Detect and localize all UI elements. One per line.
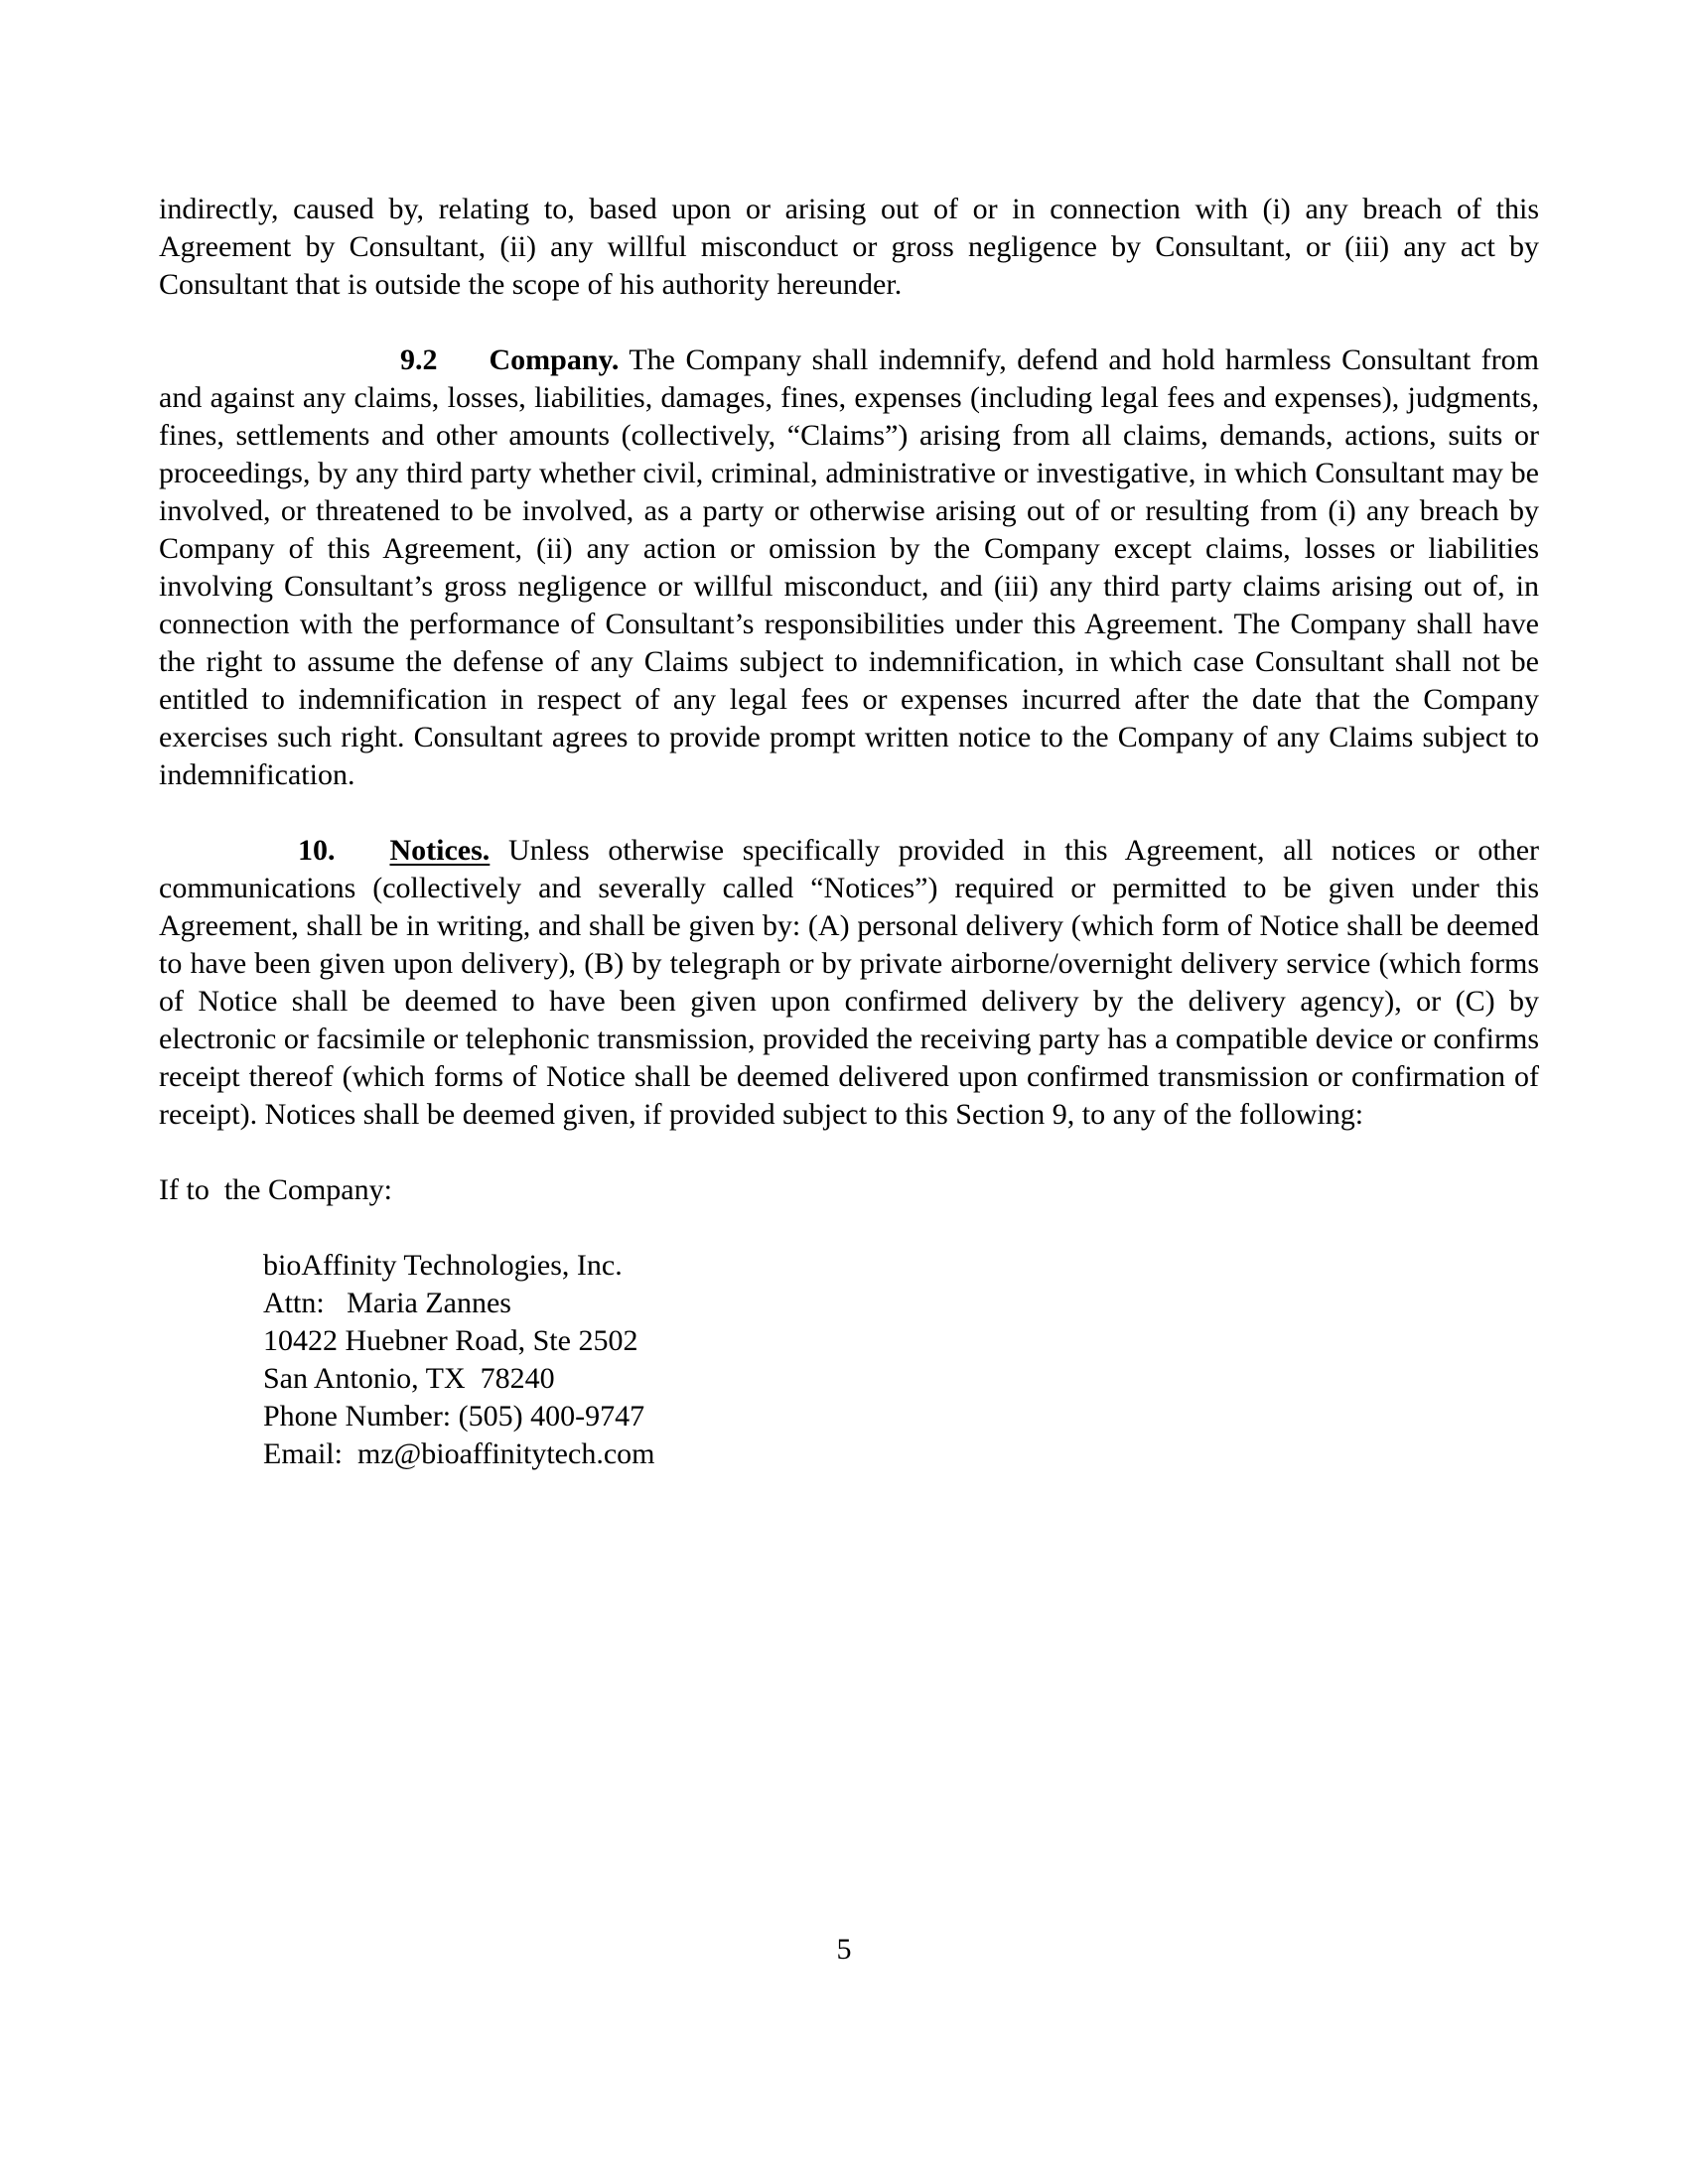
address-email: Email: mz@bioaffinitytech.com [263,1437,655,1470]
page-content [159,191,1539,1473]
paragraph-indemnification-continuation [159,191,1539,304]
section-9-2-number: 9.2 [400,343,438,376]
address-city-state-zip: San Antonio, TX 78240 [263,1362,555,1395]
section-9-2-paragraph [159,341,1539,794]
address-street: 10422 Huebner Road, Ste 2502 [263,1324,638,1357]
address-company-name: bioAffinity Technologies, Inc. [263,1249,623,1282]
continuation-text: indirectly, caused by, relating to, based upon or arising out of or in connection with (i) any breach of this Agreement by Consultant, (ii) any willful misconduct or gross negligence by Consultant, or (iii) any act by Consultant that is outside the scope of his authority hereunder. [159,193,1539,301]
address-phone: Phone Number: (505) 400-9747 [263,1400,645,1433]
section-9-2-title: Company. [489,343,620,376]
section-10-title: Notices. [389,834,491,867]
company-address-block [263,1247,1539,1473]
section-10-paragraph [159,832,1539,1134]
address-attn: Attn: Maria Zannes [263,1287,511,1319]
section-10-body: Unless otherwise specifically provided in this Agreement, all notices or other communications (collectively and severally called “Notices”) required or permitted to be given under this Agreement, shall be in writing, and shall be given by: (A) personal delivery (which form of Notice shall be deemed to have been given upon delivery), (B) by telegraph or by private airborne/overnight delivery service (which forms of Notice shall be deemed to have been given upon confirmed delivery by the delivery agency), or (C) by electronic or facsimile or telephonic transmission, provided the receiving party has a compatible device or confirms receipt thereof (which forms of Notice shall be deemed delivered upon confirmed transmission or confirmation of receipt). Notices shall be deemed given, if provided subject to this Section 9, to any of the following: [159,834,1539,1131]
page-number: 5 [836,1933,852,1966]
section-9-2-body: The Company shall indemnify, defend and hold harmless Consultant from and against any claims, losses, liabilities, damages, fines, expenses (including legal fees and expenses), judgments, fines, settlements and other amounts (collectively, “Claims”) arising from all claims, demands, actions, suits or proceedings, by any third party whether civil, criminal, administrative or investigative, in which Consultant may be involved, or threatened to be involved, as a party or otherwise arising out of or resulting from (i) any breach by Company of this Agreement, (ii) any action or omission by the Company except claims, losses or liabilities involving Consultant’s gross negligence or willful misconduct, and (iii) any third party claims arising out of, in connection with the performance of Consultant’s responsibilities under this Agreement. The Company shall have the right to assume the defense of any Claims subject to indemnification, in which case Consultant shall not be entitled to indemnification in respect of any legal fees or expenses incurred after the date that the Company exercises such right. Consultant agrees to provide prompt written notice to the Company of any Claims subject to indemnification. [159,343,1539,791]
section-10-number: 10. [298,834,336,867]
notice-intro-line: If to the Company: [159,1173,392,1206]
